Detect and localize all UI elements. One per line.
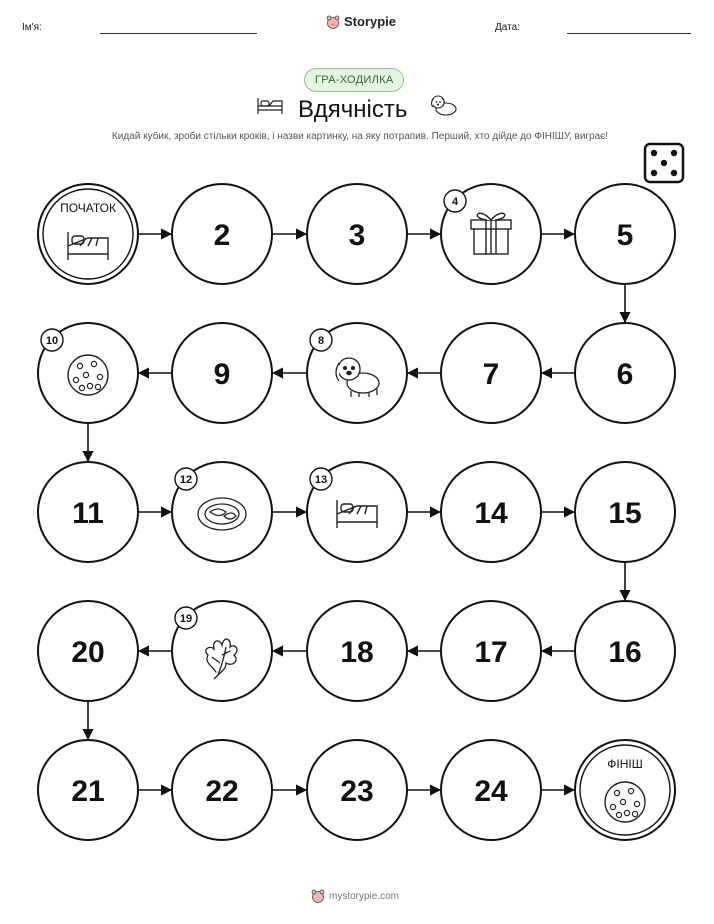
- board-space: [38, 601, 138, 701]
- board-space: [307, 184, 407, 284]
- instructions-text: Кидай кубик, зроби стільки кроків, і назви картинку, на яку потрапив. Перший, хто дійде до ФІНІШУ, виграє!: [111, 131, 609, 142]
- start-label: ПОЧАТОК: [60, 201, 116, 215]
- space-number-badge: 10: [45, 335, 59, 347]
- board-space: [441, 740, 541, 840]
- board-space: [172, 323, 272, 423]
- space-number: 11: [72, 497, 104, 530]
- board-space: [575, 462, 675, 562]
- space-number: 24: [474, 775, 508, 808]
- space-number-badge: 13: [314, 474, 328, 486]
- plate-icon: [198, 498, 246, 530]
- board-space: [307, 601, 407, 701]
- board-space: [38, 323, 138, 423]
- board-space: [38, 740, 138, 840]
- space-number: 23: [340, 775, 374, 808]
- board-space: [575, 323, 675, 423]
- start-space: [38, 184, 138, 284]
- brand-name: Storypie: [344, 14, 397, 29]
- space-number: 3: [348, 219, 366, 252]
- footer-url[interactable]: mystorypie.com: [329, 890, 400, 902]
- space-number: 18: [340, 636, 374, 669]
- board-space: [38, 462, 138, 562]
- page-title: Вдячність: [298, 96, 408, 123]
- board-space: [307, 740, 407, 840]
- board-space: [172, 184, 272, 284]
- board-space: [307, 462, 407, 562]
- gift-icon: [471, 213, 511, 254]
- date-label: Дата:: [495, 22, 520, 33]
- board-space: [441, 323, 541, 423]
- space-number: 15: [608, 497, 642, 530]
- space-number-badge: 12: [179, 474, 193, 486]
- board-space: [441, 601, 541, 701]
- space-number-badge: 4: [451, 196, 459, 208]
- space-number: 16: [608, 636, 642, 669]
- space-number: 14: [474, 497, 508, 530]
- board-space: [441, 462, 541, 562]
- board-space: [575, 184, 675, 284]
- board-space: [441, 184, 541, 284]
- pig-icon: [311, 889, 325, 903]
- space-number: 21: [71, 775, 105, 808]
- board-space: [575, 601, 675, 701]
- game-type-badge: ГРА-ХОДИЛКА: [304, 68, 404, 92]
- finish-label: ФІНІШ: [607, 757, 643, 771]
- board-space: [172, 601, 272, 701]
- space-number-badge: 19: [179, 613, 193, 625]
- space-number-badge: 8: [317, 335, 325, 347]
- space-number: 6: [616, 358, 634, 391]
- board-space: [172, 740, 272, 840]
- board-space: [172, 462, 272, 562]
- name-label: Ім'я:: [22, 22, 42, 33]
- space-number: 20: [71, 636, 105, 669]
- space-number: 17: [474, 636, 508, 669]
- footer: [311, 889, 399, 903]
- space-number: 22: [205, 775, 239, 808]
- space-number: 7: [482, 358, 500, 391]
- board-space: [307, 323, 407, 423]
- finish-space: [575, 740, 675, 840]
- space-number: 9: [213, 358, 231, 391]
- cookie-icon: [605, 782, 645, 822]
- space-number: 2: [213, 219, 231, 252]
- space-number: 5: [616, 219, 634, 252]
- cookie-icon: [68, 355, 108, 395]
